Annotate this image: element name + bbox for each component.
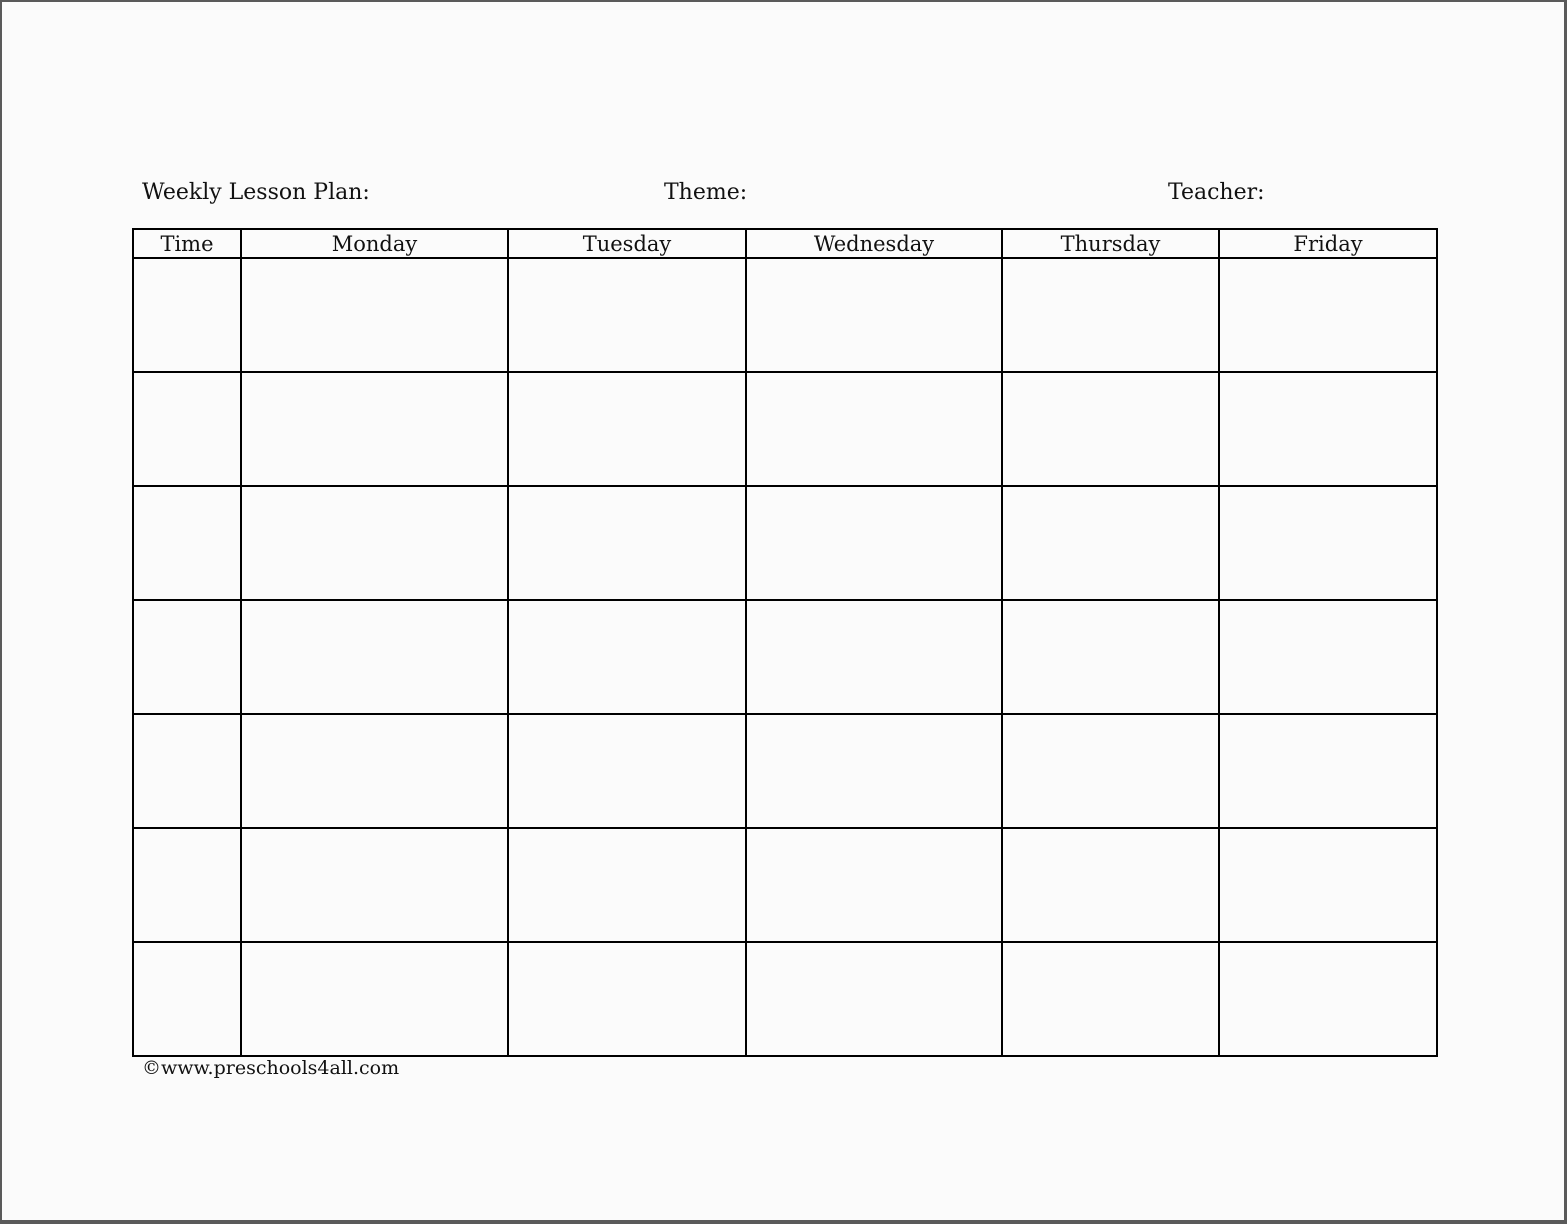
table-row	[133, 486, 1437, 600]
friday-cell[interactable]	[1219, 714, 1437, 828]
monday-cell[interactable]	[241, 486, 508, 600]
monday-cell[interactable]	[241, 372, 508, 486]
table-row	[133, 714, 1437, 828]
friday-cell[interactable]	[1219, 942, 1437, 1056]
monday-cell[interactable]	[241, 828, 508, 942]
tuesday-cell[interactable]	[508, 600, 746, 714]
wednesday-cell[interactable]	[746, 372, 1002, 486]
time-cell[interactable]	[133, 600, 241, 714]
table-row	[133, 828, 1437, 942]
wednesday-cell[interactable]	[746, 942, 1002, 1056]
tuesday-cell[interactable]	[508, 372, 746, 486]
lesson-plan-page	[2, 2, 1564, 1220]
monday-cell[interactable]	[241, 600, 508, 714]
lesson-plan-table	[132, 228, 1438, 1057]
friday-cell[interactable]	[1219, 258, 1437, 372]
monday-cell[interactable]	[241, 714, 508, 828]
wednesday-cell[interactable]	[746, 258, 1002, 372]
column-header-thursday: Thursday	[1002, 229, 1219, 258]
theme-label: Theme:	[664, 180, 748, 205]
friday-cell[interactable]	[1219, 828, 1437, 942]
time-cell[interactable]	[133, 714, 241, 828]
wednesday-cell[interactable]	[746, 486, 1002, 600]
weekly-lesson-plan-label: Weekly Lesson Plan:	[142, 180, 370, 205]
table-row	[133, 258, 1437, 372]
friday-cell[interactable]	[1219, 486, 1437, 600]
thursday-cell[interactable]	[1002, 372, 1219, 486]
friday-cell[interactable]	[1219, 600, 1437, 714]
tuesday-cell[interactable]	[508, 258, 746, 372]
table-row	[133, 942, 1437, 1056]
thursday-cell[interactable]	[1002, 942, 1219, 1056]
column-header-wednesday: Wednesday	[746, 229, 1002, 258]
time-cell[interactable]	[133, 828, 241, 942]
tuesday-cell[interactable]	[508, 714, 746, 828]
wednesday-cell[interactable]	[746, 600, 1002, 714]
thursday-cell[interactable]	[1002, 714, 1219, 828]
tuesday-cell[interactable]	[508, 828, 746, 942]
table-row	[133, 600, 1437, 714]
monday-cell[interactable]	[241, 942, 508, 1056]
thursday-cell[interactable]	[1002, 600, 1219, 714]
tuesday-cell[interactable]	[508, 942, 746, 1056]
column-header-tuesday: Tuesday	[508, 229, 746, 258]
time-cell[interactable]	[133, 258, 241, 372]
teacher-label: Teacher:	[1168, 180, 1265, 205]
column-header-monday: Monday	[241, 229, 508, 258]
friday-cell[interactable]	[1219, 372, 1437, 486]
thursday-cell[interactable]	[1002, 486, 1219, 600]
copyright-footer: ©www.preschools4all.com	[142, 1057, 400, 1079]
table-row	[133, 372, 1437, 486]
table-header-row	[133, 229, 1437, 258]
thursday-cell[interactable]	[1002, 258, 1219, 372]
tuesday-cell[interactable]	[508, 486, 746, 600]
time-cell[interactable]	[133, 372, 241, 486]
time-cell[interactable]	[133, 942, 241, 1056]
thursday-cell[interactable]	[1002, 828, 1219, 942]
time-cell[interactable]	[133, 486, 241, 600]
column-header-friday: Friday	[1219, 229, 1437, 258]
monday-cell[interactable]	[241, 258, 508, 372]
wednesday-cell[interactable]	[746, 828, 1002, 942]
wednesday-cell[interactable]	[746, 714, 1002, 828]
column-header-time: Time	[133, 229, 241, 258]
